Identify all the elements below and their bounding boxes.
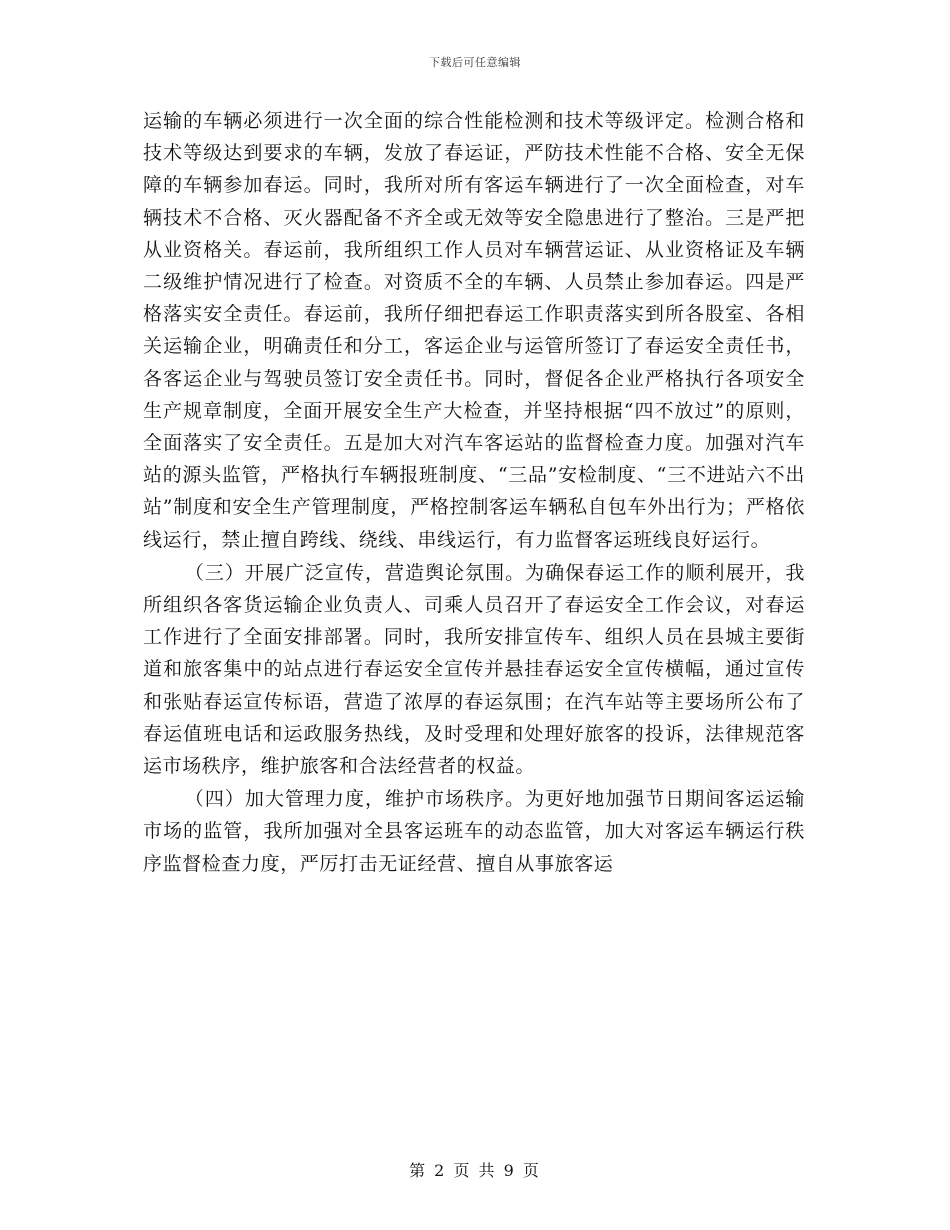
document-body [143,105,805,880]
page-header: 下载后可任意编辑 [429,56,521,69]
paragraph-1: 运输的车辆必须进行一次全面的综合性能检测和技术等级评定。检测合格和技术等级达到要求的车辆，发放了春运证，严防技术性能不合格、安全无保障的车辆参加春运。同时，我所对所有客运车辆进行了一次全面检查，对车辆技术不合格、灭火器配备不齐全或无效等安全隐患进行了整治。三是严把从业资格关。春运前，我所组织工作人员对车辆营运证、从业资格证及车辆二级维护情况进行了检查。对资质不全的车辆、人员禁止参加春运。四是严格落实安全责任。春运前，我所仔细把春运工作职责落实到所各股室、各相关运输企业，明确责任和分工，客运企业与运管所签订了春运安全责任书，各客运企业与驾驶员签订安全责任书。同时，督促各企业严格执行各项安全生产规章制度，全面开展安全生产大检查，并坚持根据“四不放过”的原则，全面落实了安全责任。五是加大对汽车客运站的监督检查力度。加强对汽车站的源头监管，严格执行车辆报班制度、“三品”安检制度、“三不进站六不出站”制度和安全生产管理制度，严格控制客运车辆私自包车外出行为；严格依线运行，禁止擅自跨线、绕线、串线运行，有力监督客运班线良好运行。 [143,110,805,551]
page-footer: 第 2 页 共 9 页 [409,1161,541,1180]
paragraph-3: （四）加大管理力度，维护市场秩序。为更好地加强节日期间客运运输市场的监管，我所加强对全县客运班车的动态监管，加大对客运车辆运行秩序监督检查力度，严厉打击无证经营、擅自从事旅客运 [143,788,805,875]
paragraph-2: （三）开展广泛宣传，营造舆论氛围。为确保春运工作的顺利展开，我所组织各客货运输企业负责人、司乘人员召开了春运安全工作会议，对春运工作进行了全面安排部署。同时，我所安排宣传车、组织人员在县城主要街道和旅客集中的站点进行春运安全宣传并悬挂春运安全宣传横幅，通过宣传和张贴春运宣传标语，营造了浓厚的春运氛围；在汽车站等主要场所公布了春运值班电话和运政服务热线，及时受理和处理好旅客的投诉，法律规范客运市场秩序，维护旅客和合法经营者的权益。 [143,561,805,778]
